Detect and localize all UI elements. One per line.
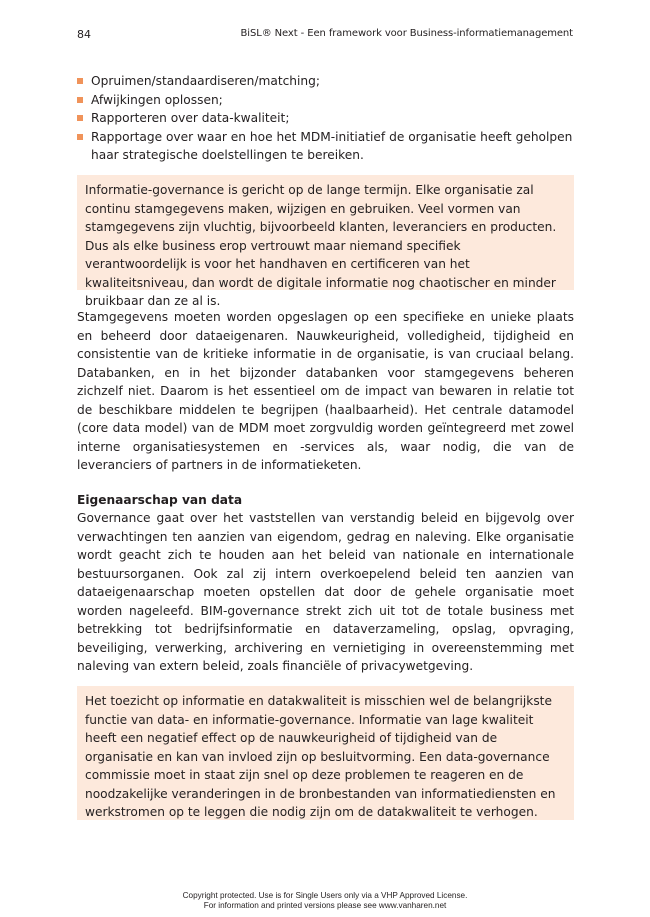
callout-box <box>77 175 574 308</box>
bullet-square-icon <box>77 78 83 84</box>
list-item-text: Rapporteren over data-kwaliteit; <box>91 111 290 125</box>
page-number: 84 <box>77 28 91 41</box>
running-head: BiSL® Next - Een framework voor Business-informatiemanagement <box>240 28 573 39</box>
list-item <box>77 109 577 128</box>
list-item <box>77 91 577 110</box>
bullet-square-icon <box>77 97 83 103</box>
list-item <box>77 72 577 91</box>
body-paragraph: Stamgegevens moeten worden opgeslagen op een specifieke en unieke plaats en beheerd door dataeigenaren. Nauwkeurigheid, volledigheid, tijdigheid en consistentie van de kritieke informatie in de organisatie, is van cruciaal belang. Databanken, en in het bijzonder databanken voor stamgegevens beheren zichzelf niet. Daarom is het essentieel om de impact van bewaren in relatie tot de beschikbare middelen te begrijpen (haalbaarheid). Het centrale datamodel (core data model) van de MDM moet zorgvuldig worden geïntegreerd met zowel interne organisatiesystemen en -services als, waar nodig, die van de leveranciers of partners in de informatieketen. <box>77 310 574 472</box>
footer-line: Copyright protected. Use is for Single Users only via a VHP Approved License. <box>182 891 468 900</box>
section-heading: Eigenaarschap van data <box>77 493 243 507</box>
callout-text: Het toezicht op informatie en datakwaliteit is misschien wel de belangrijkste functie van data- en informatie-governance. Informatie van lage kwaliteit heeft een negatief effect op de nauwkeurigheid of tijdigheid van de organisatie en kan van invloed zijn op besluitvorming. Een data-governance commissie moet in staat zijn snel op deze problemen te reageren en de noodzakelijke veranderingen in de bronbestanden van informatiediensten en werkstromen op te leggen die nodig zijn om de datakwaliteit te verhogen. <box>85 694 556 819</box>
bullet-square-icon <box>77 134 83 140</box>
list-item-text: Rapportage over waar en hoe het MDM-initiatief de organisatie heeft geholpen haar strategische doelstellingen te bereiken. <box>91 129 573 162</box>
list-item-text: Opruimen/standaardiseren/matching; <box>91 74 320 88</box>
body-paragraph: Governance gaat over het vaststellen van verstandig beleid en bijgevolg over verwachtingen ten aanzien van eigendom, gedrag en naleving. Elke organisatie wordt geacht zich te houden aan het beleid van nationale en internationale bestuursorganen. Ook zal zij intern overkoepelend beleid ten aanzien van dataeigenaarschap moeten opstellen dat door de gehele organisatie moet worden nageleefd. BIM-governance strekt zich uit tot de totale business met betrekking tot bedrijfsinformatie en dataverzameling, opslag, opvraging, beveiliging, verwerking, archivering en vernietiging in overeenstemming met naleving van extern beleid, zoals financiële of privacywetgeving. <box>77 511 574 673</box>
callout-text: Informatie-governance is gericht op de lange termijn. Elke organisatie zal continu stamgegevens maken, wijzigen en gebruiken. Veel vormen van stamgegevens zijn vluchtig, bijvoorbeeld klanten, leveranciers en producten. Dus als elke business erop vertrouwt maar niemand specifiek verantwoordelijk is voor het handhaven en certificeren van het kwaliteitsniveau, dan wordt de digitale informatie nog chaotischer en minder bruikbaar dan ze al is. <box>85 183 557 308</box>
list-item-text: Afwijkingen oplossen; <box>91 92 223 107</box>
list-item <box>77 128 577 165</box>
bullet-list <box>77 72 577 165</box>
copyright-footer <box>0 891 650 911</box>
callout-box <box>77 686 574 820</box>
bullet-square-icon <box>77 115 83 121</box>
footer-line: For information and printed versions please see www.vanharen.net <box>203 901 447 910</box>
